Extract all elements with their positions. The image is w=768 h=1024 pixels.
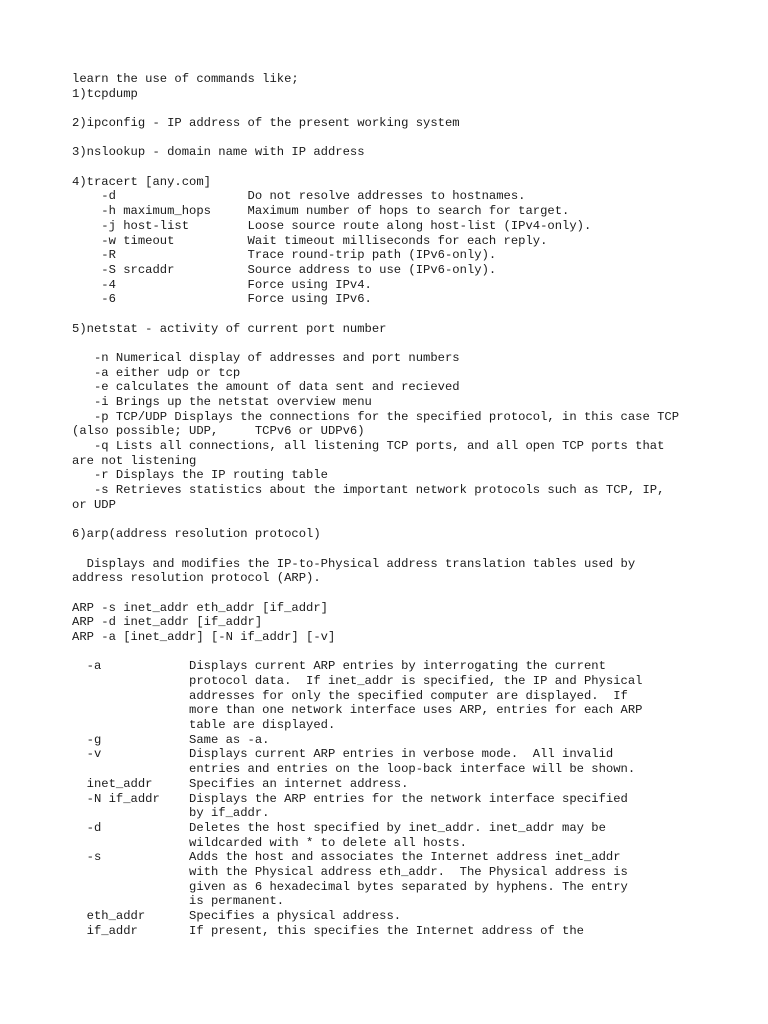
document-line: -h maximum_hops Maximum number of hops to search for target. [72, 204, 570, 219]
document-line: ARP -s inet_addr eth_addr [if_addr] [72, 600, 328, 615]
document-line [72, 307, 732, 322]
document-line [72, 160, 732, 175]
document-line: if_addr If present, this specifies the Internet address of the [72, 923, 584, 938]
document-line: -6 Force using IPv6. [72, 292, 372, 307]
document-line: are not listening [72, 453, 197, 468]
document-line: -w timeout Wait timeout milliseconds for each reply. [72, 233, 548, 248]
document-line [72, 645, 732, 660]
document-line: -g Same as -a. [72, 732, 270, 747]
document-line: -r Displays the IP routing table [72, 468, 328, 483]
document-line: 1)tcpdump [72, 86, 138, 101]
document-line: -a either udp or tcp [72, 365, 241, 380]
document-line [72, 586, 732, 601]
document-line [72, 513, 732, 528]
document-line: 2)ipconfig - IP address of the present working system [72, 116, 460, 131]
document-line: 3)nslookup - domain name with IP address [72, 145, 365, 160]
document-line: Displays and modifies the IP-to-Physical address translation tables used by [72, 556, 636, 571]
document-line: -e calculates the amount of data sent and recieved [72, 380, 460, 395]
document-line: -N if_addr Displays the ARP entries for the network interface specified [72, 791, 628, 806]
document-line: -R Trace round-trip path (IPv6-only). [72, 248, 497, 263]
document-line: -p TCP/UDP Displays the connections for the specified protocol, in this case TCP [72, 409, 680, 424]
document-line: -d Deletes the host specified by inet_addr. inet_addr may be [72, 820, 606, 835]
document-line: inet_addr Specifies an internet address. [72, 776, 409, 791]
document-line: protocol data. If inet_addr is specified, the IP and Physical [72, 674, 643, 689]
document-line: given as 6 hexadecimal bytes separated by hyphens. The entry [72, 879, 628, 894]
document-line: -i Brings up the netstat overview menu [72, 395, 372, 410]
document-line: -s Retrieves statistics about the important network protocols such as TCP, IP, [72, 483, 665, 498]
document-line: -v Displays current ARP entries in verbose mode. All invalid [72, 747, 614, 762]
document-line: ARP -a [inet_addr] [-N if_addr] [-v] [72, 630, 336, 644]
document-line: -a Displays current ARP entries by interrogating the current [72, 659, 606, 674]
document-line [72, 336, 732, 351]
document-line: ARP -d inet_addr [if_addr] [72, 615, 263, 630]
document-line: 6)arp(address resolution protocol) [72, 527, 321, 542]
document-line: -4 Force using IPv4. [72, 277, 372, 292]
document-line: table are displayed. [72, 718, 336, 733]
document-line [72, 131, 732, 146]
document-page [72, 72, 732, 938]
document-text [72, 72, 732, 938]
document-line: addresses for only the specified computer are displayed. If [72, 688, 628, 703]
document-line [72, 542, 732, 557]
document-line: 5)netstat - activity of current port number [72, 321, 387, 336]
document-line: learn the use of commands like; [72, 72, 299, 86]
document-line: -s Adds the host and associates the Internet address inet_addr [72, 850, 621, 865]
document-line: wildcarded with * to delete all hosts. [72, 835, 467, 850]
document-line: with the Physical address eth_addr. The Physical address is [72, 864, 628, 879]
document-line: is permanent. [72, 894, 285, 909]
document-line: address resolution protocol (ARP). [72, 571, 321, 586]
document-line: eth_addr Specifies a physical address. [72, 909, 402, 924]
document-line: by if_addr. [72, 806, 270, 821]
document-line: -q Lists all connections, all listening TCP ports, and all open TCP ports that [72, 439, 665, 454]
document-line [72, 101, 732, 116]
document-line: (also possible; UDP, TCPv6 or UDPv6) [72, 424, 365, 439]
document-line: more than one network interface uses ARP, entries for each ARP [72, 703, 643, 718]
document-line: -n Numerical display of addresses and port numbers [72, 350, 460, 365]
document-line: 4)tracert [any.com] [72, 174, 211, 189]
document-line: -S srcaddr Source address to use (IPv6-only). [72, 262, 497, 277]
document-line: -d Do not resolve addresses to hostnames. [72, 189, 526, 204]
document-line: entries and entries on the loop-back interface will be shown. [72, 762, 636, 777]
document-line: or UDP [72, 497, 116, 512]
document-line: -j host-list Loose source route along host-list (IPv4-only). [72, 218, 592, 233]
